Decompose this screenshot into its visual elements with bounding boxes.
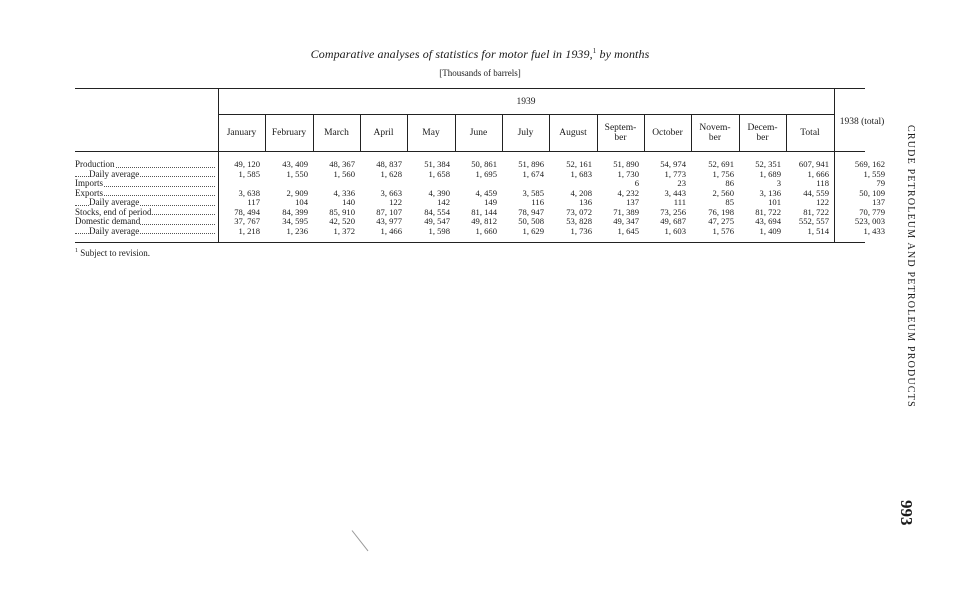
footnote-marker: 1 xyxy=(75,248,78,254)
table-cell: 3, 638 xyxy=(238,187,260,198)
row-label xyxy=(75,198,215,208)
column-header: June xyxy=(469,128,488,138)
table-cell: 78, 947 xyxy=(518,206,544,217)
table-cell: 552, 557 xyxy=(798,216,829,226)
table-cell: 44, 559 xyxy=(803,187,829,198)
table-cell: 34, 595 xyxy=(282,216,308,226)
column-rule xyxy=(786,114,787,151)
table-cell: 71, 389 xyxy=(613,206,639,217)
table-cell: 1, 674 xyxy=(522,168,544,179)
row-label xyxy=(75,208,215,218)
table-cell: 137 xyxy=(872,197,885,207)
table-cell: 137 xyxy=(626,197,639,207)
table-cell: 49, 347 xyxy=(613,216,639,226)
table-cell: 111 xyxy=(673,197,686,207)
column-rule xyxy=(739,114,740,151)
table-cell: 1, 218 xyxy=(238,225,260,236)
table-title xyxy=(0,47,960,62)
row-label-text: Domestic demand xyxy=(75,217,141,226)
table-cell: 3, 585 xyxy=(522,187,544,198)
table-cell: 79 xyxy=(876,178,885,188)
table-cell: 1, 550 xyxy=(286,168,308,179)
table-cell: 84, 399 xyxy=(282,206,308,217)
row-label xyxy=(75,217,215,227)
row-label-text: Imports xyxy=(75,179,103,188)
table-cell: 6 xyxy=(634,178,639,188)
column-header: July xyxy=(517,128,534,138)
table-cell: 50, 508 xyxy=(518,216,544,226)
column-rule xyxy=(265,114,266,151)
table-cell: 118 xyxy=(816,178,829,188)
table-cell: 116 xyxy=(531,197,544,207)
table-top-rule xyxy=(75,88,865,89)
column-header: Total xyxy=(800,128,820,138)
table-cell: 1, 689 xyxy=(759,168,781,179)
table-bottom-rule xyxy=(75,242,865,243)
table-cell: 1, 466 xyxy=(380,225,402,236)
table-cell: 1, 576 xyxy=(712,225,734,236)
column-rule xyxy=(597,114,598,151)
table-cell: 70, 779 xyxy=(859,206,885,217)
column-header: Septem- ber xyxy=(604,123,637,143)
table-cell: 85, 910 xyxy=(329,206,355,217)
table-cell: 140 xyxy=(342,197,355,207)
column-header: March xyxy=(324,128,349,138)
table-cell: 49, 120 xyxy=(234,159,260,169)
table-cell: 1, 514 xyxy=(807,225,829,236)
table-cell: 569, 162 xyxy=(854,159,885,169)
table-cell: 54, 974 xyxy=(660,159,686,169)
table-cell: 4, 336 xyxy=(333,187,355,198)
title-suffix: by months xyxy=(599,47,650,61)
table-cell: 81, 722 xyxy=(755,206,781,217)
table-cell: 607, 941 xyxy=(798,159,829,169)
footnote xyxy=(75,248,150,258)
column-rule xyxy=(407,114,408,151)
column-rule xyxy=(455,114,456,151)
table-cell: 3, 136 xyxy=(759,187,781,198)
table-cell: 1, 433 xyxy=(863,225,885,236)
column-header: August xyxy=(559,128,587,138)
table-cell: 1, 603 xyxy=(664,225,686,236)
table-cell: 1, 666 xyxy=(807,168,829,179)
total-1938-header: 1938 (total) xyxy=(839,117,885,127)
table-cell: 23 xyxy=(677,178,686,188)
table-cell: 1, 372 xyxy=(333,225,355,236)
row-label xyxy=(75,170,215,180)
column-rule xyxy=(313,114,314,151)
table-cell: 81, 722 xyxy=(803,206,829,217)
table-cell: 51, 896 xyxy=(518,159,544,169)
table-cell: 1, 730 xyxy=(617,168,639,179)
column-rule xyxy=(360,114,361,151)
table-cell: 43, 409 xyxy=(282,159,308,169)
column-rule xyxy=(502,114,503,151)
row-label-text: Daily average xyxy=(89,198,140,207)
table-cell: 85 xyxy=(725,197,734,207)
table-cell: 52, 691 xyxy=(708,159,734,169)
table-cell: 523, 003 xyxy=(854,216,885,226)
table-cell: 43, 977 xyxy=(376,216,402,226)
table-cell: 52, 161 xyxy=(566,159,592,169)
year-header: 1939 xyxy=(516,97,536,107)
page-number: 993 xyxy=(897,500,916,526)
table-cell: 1, 683 xyxy=(570,168,592,179)
table-cell: 42, 520 xyxy=(329,216,355,226)
table-cell: 4, 459 xyxy=(475,187,497,198)
scan-mark xyxy=(352,530,369,551)
column-rule xyxy=(691,114,692,151)
table-cell: 51, 384 xyxy=(424,159,450,169)
table-cell: 49, 687 xyxy=(660,216,686,226)
table-cell: 50, 109 xyxy=(859,187,885,198)
column-header: May xyxy=(422,128,440,138)
table-cell: 142 xyxy=(437,197,450,207)
table-cell: 43, 694 xyxy=(755,216,781,226)
row-label-text: Stocks, end of period xyxy=(75,207,152,217)
table-cell: 101 xyxy=(768,197,781,207)
table-cell: 1, 598 xyxy=(428,225,450,236)
title-text: Comparative analyses of statistics for motor fuel in 1939, xyxy=(310,47,593,61)
row-label xyxy=(75,227,215,237)
row-label xyxy=(75,179,215,189)
row-label xyxy=(75,160,215,170)
table-cell: 1, 736 xyxy=(570,225,592,236)
row-label-text: Exports xyxy=(75,188,103,198)
table-cell: 4, 208 xyxy=(570,187,592,198)
column-rule xyxy=(549,114,550,151)
table-cell: 1, 560 xyxy=(333,168,355,179)
table-cell: 1, 660 xyxy=(475,225,497,236)
table-cell: 76, 198 xyxy=(708,206,734,217)
column-header: Decem- ber xyxy=(747,123,778,143)
table-cell: 73, 256 xyxy=(660,206,686,217)
table-cell: 84, 554 xyxy=(424,206,450,217)
table-cell: 117 xyxy=(247,197,260,207)
table-cell: 3, 443 xyxy=(664,187,686,198)
running-head: CRUDE PETROLEUM AND PETROLEUM PRODUCTS xyxy=(905,125,916,408)
table-cell: 122 xyxy=(816,197,829,207)
table-cell: 37, 767 xyxy=(234,216,260,226)
table-cell: 51, 890 xyxy=(613,159,639,169)
header-bottom-rule xyxy=(75,151,865,152)
column-header: January xyxy=(226,128,257,138)
table-cell: 48, 367 xyxy=(329,159,355,169)
table-cell: 49, 812 xyxy=(471,216,497,226)
column-rule xyxy=(644,114,645,151)
year-header-rule xyxy=(218,114,834,115)
table-cell: 1, 773 xyxy=(664,168,686,179)
column-header: October xyxy=(652,128,683,138)
table-cell: 1, 658 xyxy=(428,168,450,179)
table-cell: 2, 909 xyxy=(286,187,308,198)
table-cell: 1, 628 xyxy=(380,168,402,179)
table-cell: 81, 144 xyxy=(471,206,497,217)
table-cell: 86 xyxy=(725,178,734,188)
table-cell: 3 xyxy=(776,178,781,188)
table-cell: 3, 663 xyxy=(380,187,402,198)
table-cell: 149 xyxy=(484,197,497,207)
table-cell: 52, 351 xyxy=(755,159,781,169)
table-cell: 1, 629 xyxy=(522,225,544,236)
row-label xyxy=(75,189,215,199)
row-label-text: Daily average xyxy=(89,169,140,179)
table-cell: 1, 236 xyxy=(286,225,308,236)
table-cell: 122 xyxy=(389,197,402,207)
table-cell: 50, 861 xyxy=(471,159,497,169)
table-cell: 1, 559 xyxy=(863,168,885,179)
column-header: April xyxy=(373,128,394,138)
table-cell: 87, 107 xyxy=(376,206,402,217)
table-cell: 78, 494 xyxy=(234,206,260,217)
table-cell: 1, 756 xyxy=(712,168,734,179)
table-cell: 4, 232 xyxy=(617,187,639,198)
table-cell: 1, 645 xyxy=(617,225,639,236)
footnote-text: Subject to revision. xyxy=(80,248,150,258)
table-cell: 47, 275 xyxy=(708,216,734,226)
table-cell: 48, 837 xyxy=(376,159,402,169)
table-cell: 1, 695 xyxy=(475,168,497,179)
table-cell: 4, 390 xyxy=(428,187,450,198)
column-header: Novem- ber xyxy=(699,123,731,143)
table-cell: 53, 828 xyxy=(566,216,592,226)
table-units: [Thousands of barrels] xyxy=(439,68,521,78)
table-cell: 2, 560 xyxy=(712,187,734,198)
title-footnote-marker: 1 xyxy=(592,47,597,55)
table-cell: 1, 409 xyxy=(759,225,781,236)
table-cell: 136 xyxy=(579,197,592,207)
table-cell: 73, 072 xyxy=(566,206,592,217)
row-label-text: Daily average xyxy=(89,226,140,236)
row-label-text: Production xyxy=(75,160,115,169)
column-header: February xyxy=(271,128,307,138)
table-cell: 1, 585 xyxy=(238,168,260,179)
table-cell: 104 xyxy=(295,197,308,207)
table-cell: 49, 547 xyxy=(424,216,450,226)
